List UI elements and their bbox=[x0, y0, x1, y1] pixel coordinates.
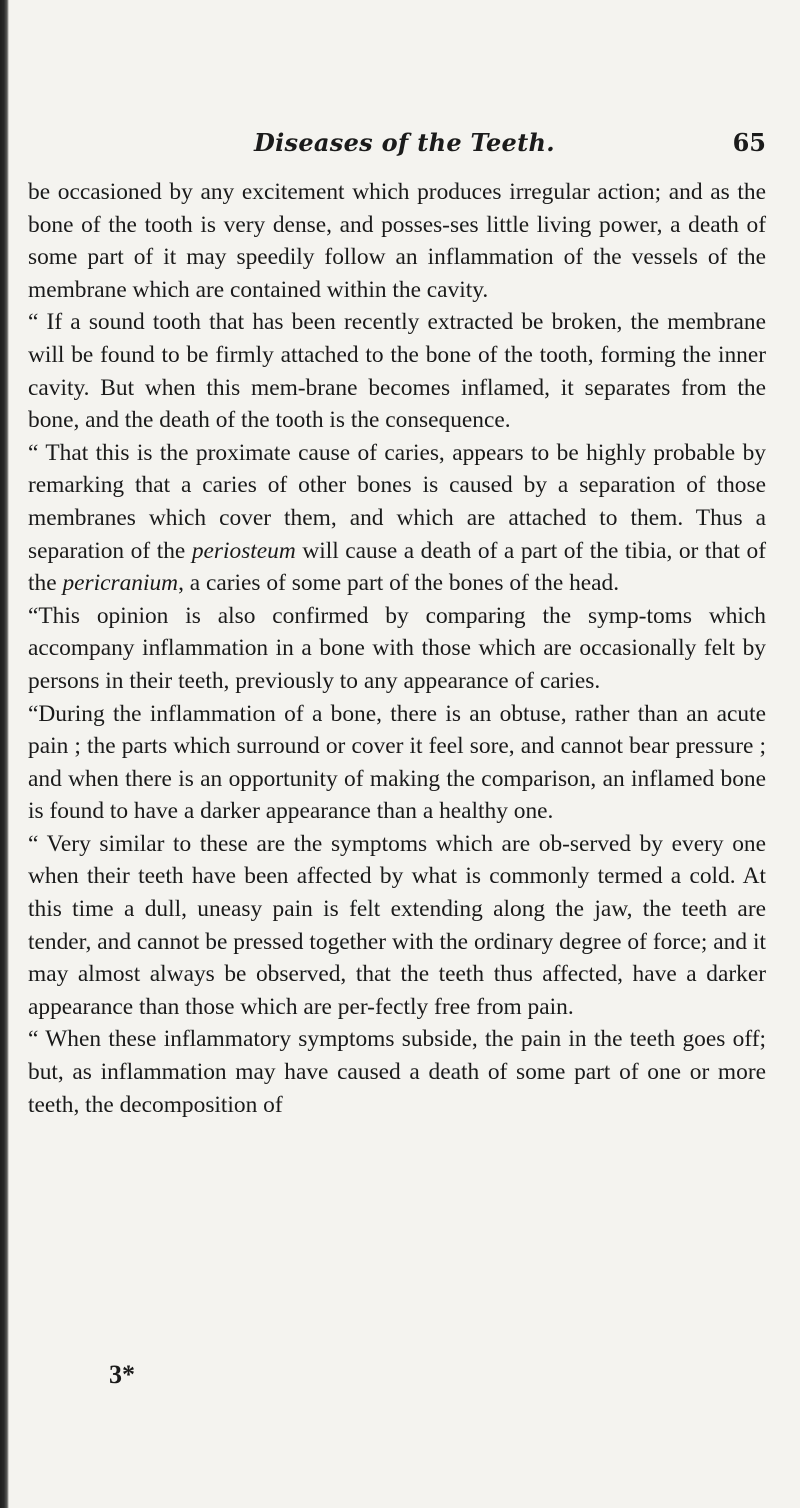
body-text bbox=[28, 176, 766, 1121]
running-head bbox=[28, 128, 766, 168]
paragraph-4: “This opinion is also confirmed by comparing the symp-toms which accompany inflammation in a bone with those which are occasionally felt by persons in their teeth, previously to any appearance of caries. bbox=[28, 602, 766, 694]
page-binding-edge bbox=[0, 0, 9, 1508]
paragraph-6: “ Very similar to these are the symptoms which are ob-served by every one when their teeth have been affected by what is commonly termed a cold. At this time a dull, uneasy pain is felt extending along the jaw, the teeth are tender, and cannot be pressed together with the ordinary degree of force; and it may almost always be observed, that the teeth thus affected, have a darker appearance than those which are per-fectly free from pain. bbox=[28, 830, 766, 1020]
paragraph-2: “ If a sound tooth that has been recently extracted be broken, the membrane will be found to be firmly attached to the bone of the tooth, forming the inner cavity. But when this mem-brane becomes inflamed, it separates from the bone, and the death of the tooth is the consequence. bbox=[28, 309, 766, 434]
paragraph-3 bbox=[28, 437, 766, 600]
paragraph-5: “During the inflammation of a bone, there is an obtuse, rather than an acute pain ; the parts which surround or cover it feel sore, and cannot bear pressure ; and when there is an opportunity of making the comparison, an inflamed bone is found to have a darker appearance than a healthy one. bbox=[28, 700, 766, 825]
term-periosteum: periosteum bbox=[191, 537, 296, 564]
paragraph-7: “ When these inflammatory symptoms subside, the pain in the teeth goes off; but, as inflammation may have caused a death of some part of one or more teeth, the decomposition of bbox=[28, 1026, 766, 1118]
paragraph-3-part-1: “ That this is the proximate cause of caries, appears to be highly probable by remarking that a caries of other bones is caused by a separation of those membranes which cover them, and which are attached to them. Thus a separation of the bbox=[28, 439, 766, 564]
term-pericranium: pericranium bbox=[62, 570, 179, 597]
paragraph-1: be occasioned by any excitement which produces irregular action; and as the bone of the tooth is very dense, and posses-ses little living power, a death of some part of it may speedily follow an inflammation of the vessels of the membrane which are contained within the cavity. bbox=[28, 179, 766, 303]
paragraph-3-part-3: , a caries of some part of the bones of the head. bbox=[178, 570, 620, 597]
signature-mark: 3* bbox=[109, 1360, 135, 1389]
paragraph-3-part-2: will cause a death of a part of the tibia, or that of the bbox=[28, 537, 766, 597]
page-number: 65 bbox=[732, 128, 766, 157]
running-title: Diseases of the Teeth. bbox=[254, 128, 555, 157]
